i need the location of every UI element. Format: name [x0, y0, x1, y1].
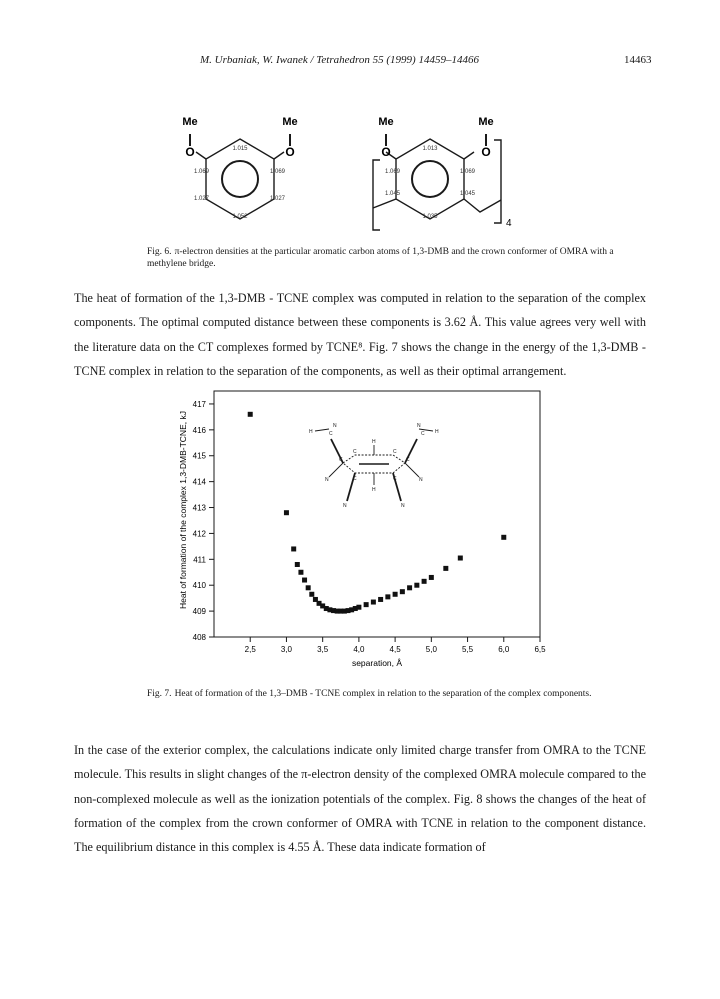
x-tick-label: 3,5: [317, 645, 329, 654]
inset-atom-h1: H: [309, 429, 313, 435]
repeat-count: 4: [506, 218, 512, 229]
x-tick-label: 3,0: [280, 645, 293, 654]
data-point: [400, 589, 405, 594]
paragraph-2: [74, 738, 650, 859]
y-tick-label: 411: [193, 555, 206, 565]
paragraph-1: [74, 286, 650, 383]
right-density-bottom: 1.035: [422, 214, 438, 220]
inset-atom-n3: N: [325, 477, 329, 483]
fig7-caption-label: Fig. 7.: [147, 689, 172, 699]
data-point: [356, 605, 361, 610]
right-o-1: O: [381, 145, 391, 159]
data-point: [443, 566, 448, 571]
inset-atom-h2: H: [435, 429, 439, 435]
inset-atom-c6: C: [406, 457, 410, 463]
y-tick-label: 415: [192, 451, 206, 461]
fig6-caption-label: Fig. 6.: [147, 247, 172, 257]
x-axis-label: separation, Å: [351, 658, 403, 668]
data-point: [298, 570, 303, 575]
left-density-top: 1.015: [232, 146, 248, 152]
right-o-2: O: [481, 145, 491, 159]
left-o-2: O: [285, 145, 295, 159]
plot-frame: [214, 391, 540, 637]
y-tick-label: 412: [192, 529, 206, 539]
left-me-1: Me: [182, 116, 198, 128]
y-tick-label: 408: [192, 633, 206, 642]
fig6-structures: [160, 112, 520, 232]
x-tick-label: 6,0: [498, 645, 510, 654]
paragraph-1-text: The heat of formation of the 1,3-DMB - TCNE complex was computed in relation to the separation of the complex components. The optimal computed distance between these components is 3.62 Å. This value agrees very well with the literature data on the CT complexes formed by TCNE⁸. Fig. 7 shows the change in the energy of the 1,3-DMB - TCNE complex in relation to the separation of the components, as well as their optimal arrangement.: [74, 291, 650, 378]
y-tick-label: 414: [192, 477, 206, 487]
left-density-lr: 1.027: [270, 196, 286, 202]
inset-atom-c3: C: [339, 457, 343, 463]
data-point: [378, 597, 383, 602]
inset-atom-n6: N: [401, 503, 405, 509]
fig7-caption-text: Heat of formation of the 1,3–DMB - TCNE complex in relation to the separation of the complex components.: [174, 689, 592, 699]
left-density-ul: 1.069: [194, 169, 210, 175]
inset-atom-n4: N: [419, 477, 423, 483]
data-point: [302, 578, 307, 583]
right-me-1: Me: [378, 116, 394, 128]
inset-atom-c7: C: [353, 476, 357, 482]
data-point: [393, 592, 398, 597]
y-tick-label: 417: [192, 399, 206, 409]
data-point: [458, 556, 463, 561]
data-point: [385, 594, 390, 599]
inset-atom-h3: H: [372, 439, 376, 445]
y-tick-label: 413: [192, 503, 206, 513]
x-tick-label: 2,5: [244, 645, 256, 654]
data-point: [422, 579, 427, 584]
data-point: [284, 510, 289, 515]
data-point: [364, 602, 369, 607]
data-point: [295, 562, 300, 567]
left-density-ll: 1.027: [194, 196, 210, 202]
inset-atom-c4: C: [353, 449, 357, 455]
right-density-ul: 1.069: [385, 169, 401, 175]
x-tick-label: 6,5: [534, 645, 546, 654]
inset-atom-c2: C: [421, 431, 425, 437]
inset-atom-c1: C: [329, 431, 333, 437]
left-density-bottom: 1.052: [232, 214, 248, 220]
inset-atom-c8: C: [393, 476, 397, 482]
data-point: [306, 585, 311, 590]
inset-atom-n2: N: [417, 423, 421, 429]
right-me-2: Me: [478, 116, 494, 128]
data-point: [414, 583, 419, 588]
header-authors: M. Urbaniak, W. Iwanek / Tetrahedron 55 (1999) 14459–14466: [200, 54, 479, 66]
x-tick-label: 5,5: [461, 645, 474, 654]
data-point: [371, 600, 376, 605]
fig6-caption-text: π-electron densities at the particular aromatic carbon atoms of 1,3-DMB and the crown conformer of OMRA with a methylene bridge.: [147, 247, 614, 269]
x-tick-label: 5,0: [425, 645, 437, 654]
inset-atom-h4: H: [372, 487, 376, 493]
right-density-lr: 1.045: [460, 191, 476, 197]
left-ring-circle: [222, 161, 258, 197]
right-density-ur: 1.069: [460, 169, 476, 175]
data-point: [429, 575, 434, 580]
data-point: [291, 546, 296, 551]
right-density-top: 1.013: [422, 146, 438, 152]
x-tick-label: 4,5: [389, 645, 401, 654]
y-tick-label: 409: [192, 607, 206, 617]
paragraph-2-text: In the case of the exterior complex, the calculations indicate only limited charge transfer from OMRA to the TCNE molecule. This results in slight changes of the π-electron density of the complexed OMRA molecule compared to the non-complexed molecule as well as the ionization potentials of the complex. Fig. 8 shows the changes of the heat of formation of the complex from the crown conformer of OMRA with TCNE in relation to the component distance. The equilibrium distance in this complex is 4.55 Å. These data indicate formation of: [74, 743, 650, 855]
y-tick-label: 416: [192, 425, 206, 435]
right-density-ll: 1.045: [385, 191, 401, 197]
left-o-1: O: [185, 145, 195, 159]
data-point: [309, 592, 314, 597]
right-ring-circle: [412, 161, 448, 197]
fig7-chart: [170, 385, 560, 675]
inset-atom-n1: N: [333, 423, 337, 429]
fig7-caption: [147, 688, 617, 700]
y-axis-label: Heat of formation of the complex 1,3-DMB-TCNE, kJ: [178, 411, 188, 609]
running-header: [0, 54, 720, 70]
left-me-2: Me: [282, 116, 298, 128]
fig6-caption: [147, 246, 617, 270]
data-point: [407, 585, 412, 590]
data-point: [501, 535, 506, 540]
page-number: 14463: [624, 54, 652, 66]
inset-atom-c5: C: [393, 449, 397, 455]
y-tick-label: 410: [192, 581, 206, 591]
inset-atom-n5: N: [343, 503, 347, 509]
x-tick-label: 4,0: [353, 645, 365, 654]
data-point: [248, 412, 253, 417]
left-density-ur: 1.069: [270, 169, 286, 175]
